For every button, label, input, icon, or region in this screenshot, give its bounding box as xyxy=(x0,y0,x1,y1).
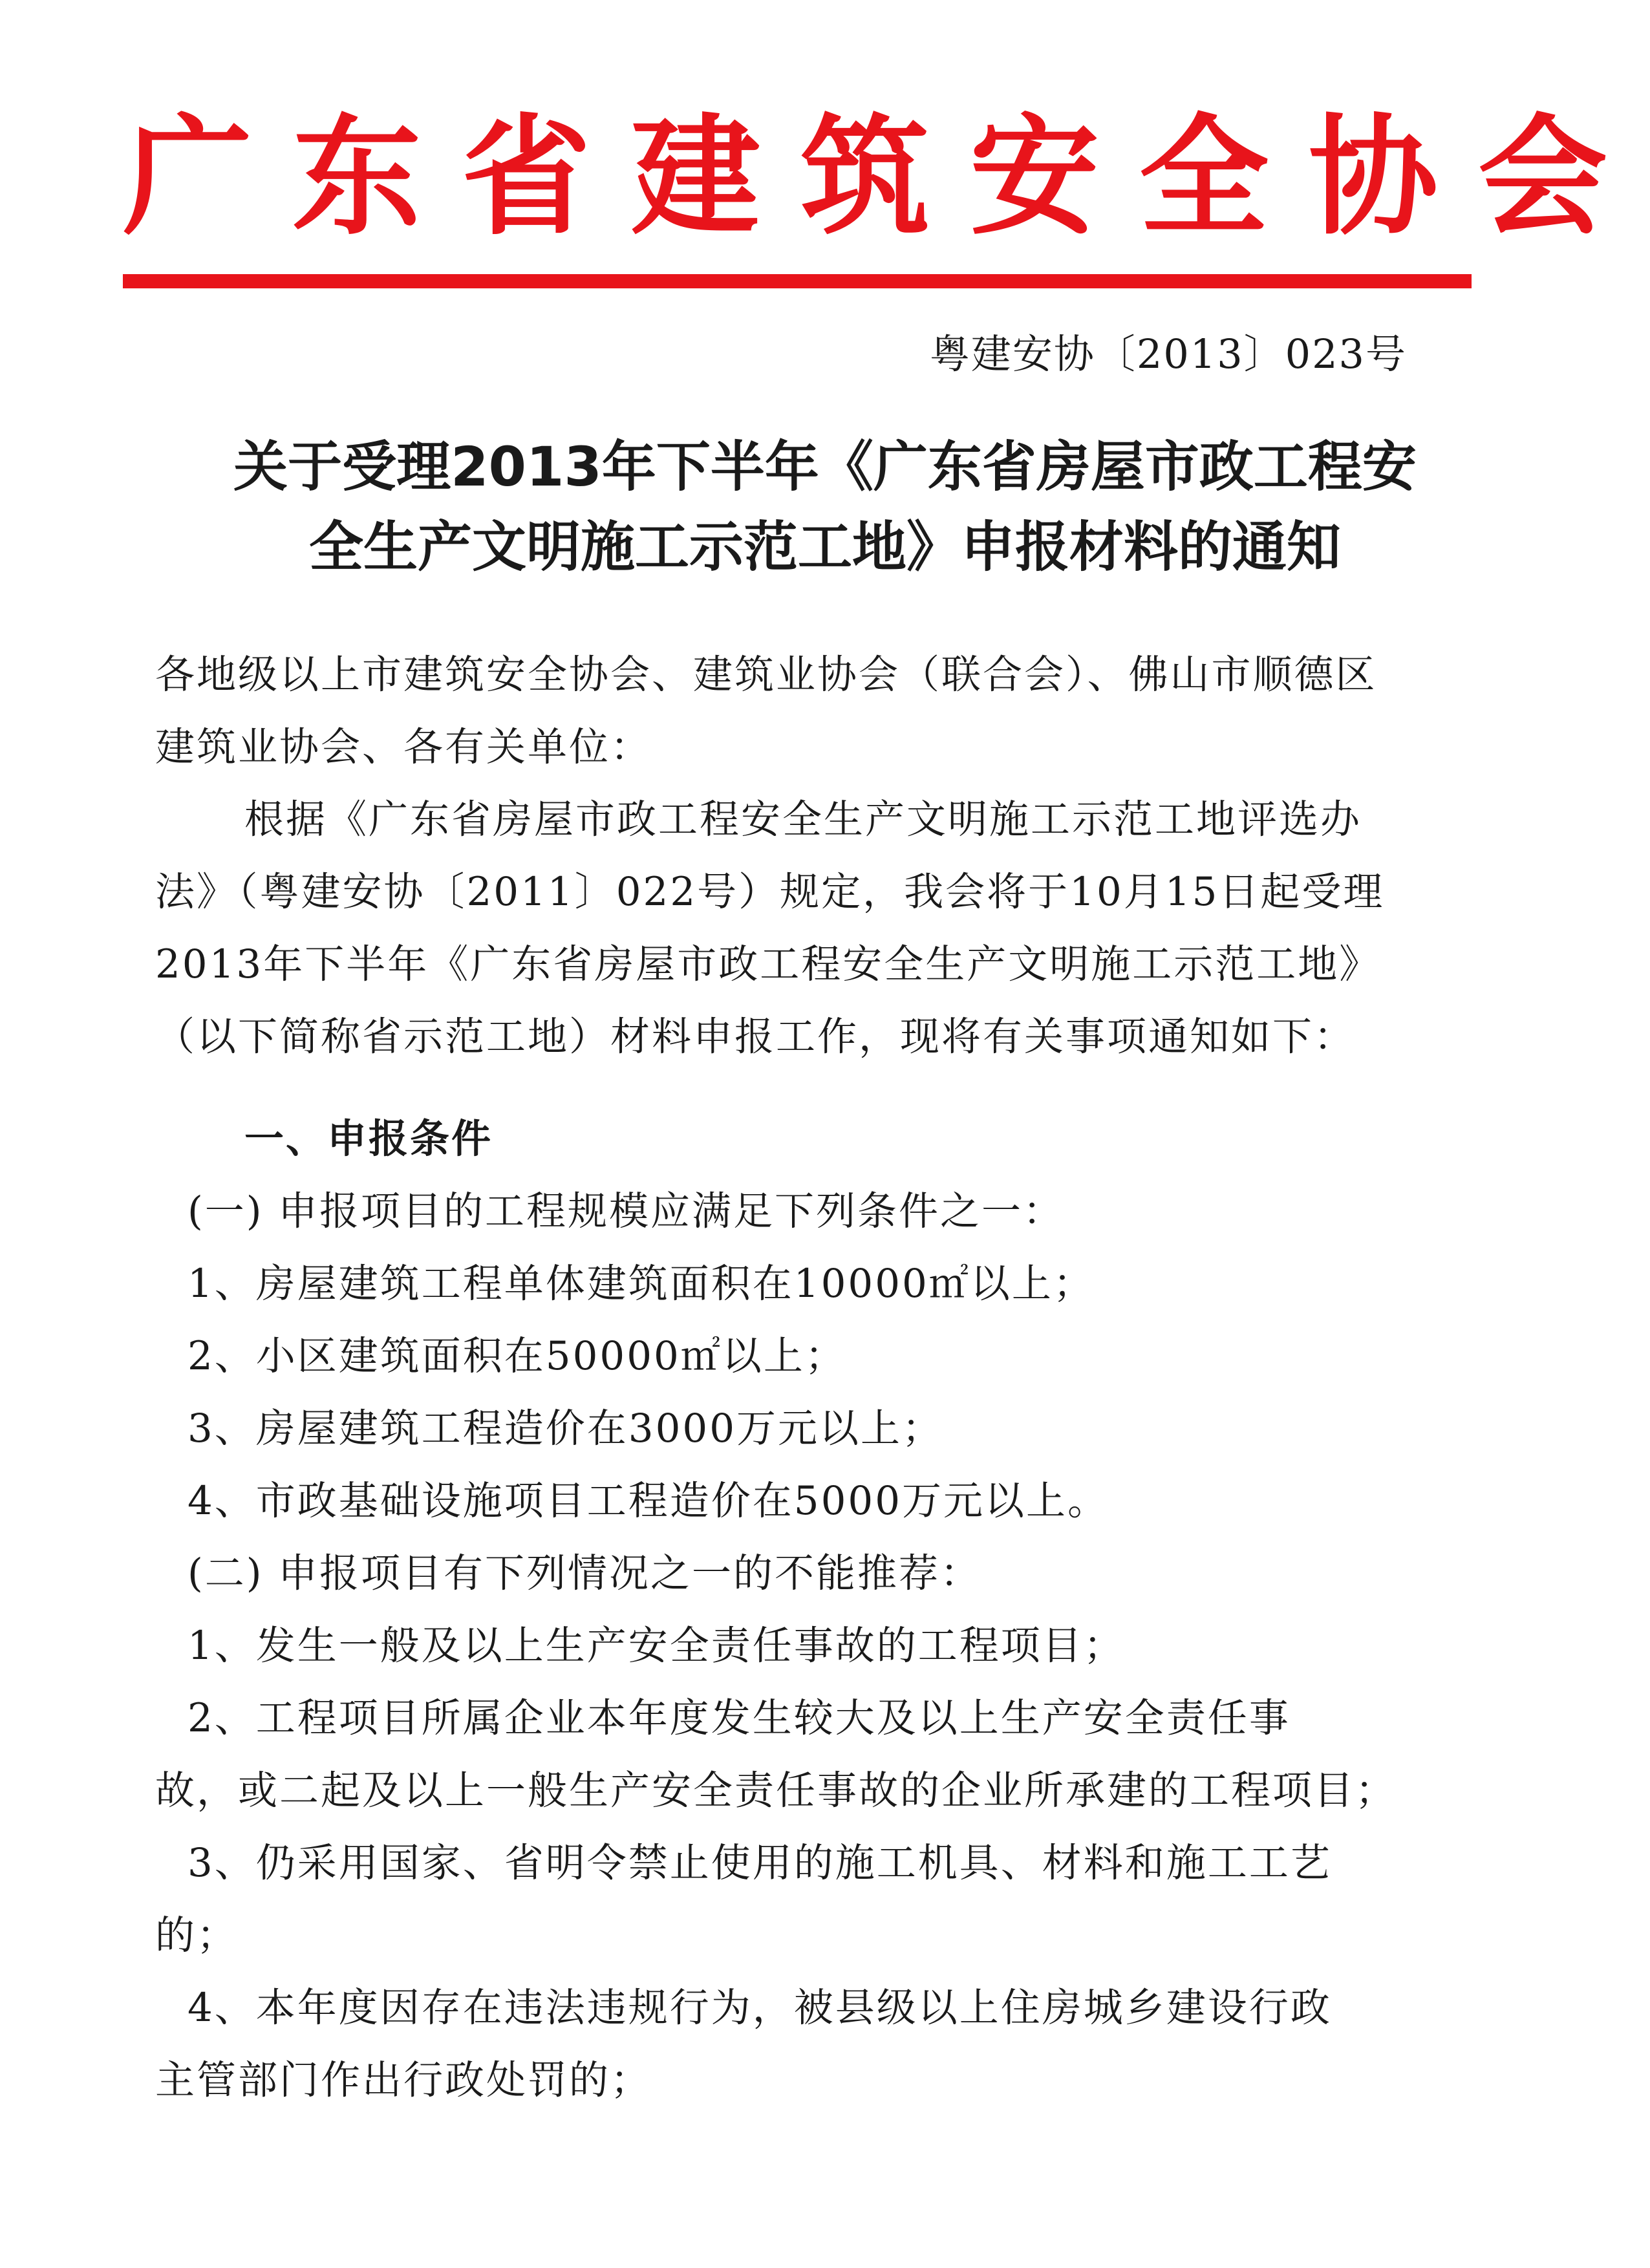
document-title-line-2: 全生产文明施工示范工地》申报材料的通知 xyxy=(308,515,1341,579)
intro-line-2: 法》（粤建安协〔2011〕022号）规定，我会将于10月15日起受理 xyxy=(155,869,1385,915)
document-number: 粤建安协〔2013〕023号 xyxy=(929,330,1407,378)
list-item: 4、本年度因存在违法违规行为，被县级以上住房城乡建设行政 xyxy=(188,1985,1332,2031)
list-item-continuation: 的； xyxy=(155,1912,239,1958)
document-title xyxy=(97,427,1553,587)
intro-line-1: 根据《广东省房屋市政工程安全生产文明施工示范工地评选办 xyxy=(244,797,1362,842)
subsection-2-heading: (二) 申报项目有下列情况之一的不能推荐： xyxy=(188,1550,981,1596)
list-item-continuation: 故，或二起及以上一般生产安全责任事故的企业所承建的工程项目； xyxy=(155,1768,1397,1813)
addressee-line-1: 各地级以上市建筑安全协会、建筑业协会（联合会）、佛山市顺德区 xyxy=(155,652,1377,698)
list-item: 4、市政基础设施项目工程造价在5000万元以上。 xyxy=(188,1478,1109,1524)
intro-line-3: 2013年下半年《广东省房屋市政工程安全生产文明施工示范工地》 xyxy=(155,941,1381,987)
document-title-line-1: 关于受理2013年下半年《广东省房屋市政工程安 xyxy=(233,435,1417,498)
list-item: 1、房屋建筑工程单体建筑面积在10000㎡以上； xyxy=(188,1261,1095,1307)
list-item: 1、发生一般及以上生产安全责任事故的工程项目； xyxy=(188,1623,1125,1669)
document-body xyxy=(155,639,1448,2117)
section-heading-conditions: 一、申报条件 xyxy=(244,1116,493,1162)
list-item: 2、工程项目所属企业本年度发生较大及以上生产安全责任事 xyxy=(188,1695,1291,1741)
list-item: 3、仍采用国家、省明令禁止使用的施工机具、材料和施工工艺 xyxy=(188,1840,1332,1886)
list-item-continuation: 主管部门作出行政处罚的； xyxy=(155,2057,652,2103)
addressee-line-2: 建筑业协会、各有关单位： xyxy=(155,724,652,770)
subsection-1-heading: (一) 申报项目的工程规模应满足下列条件之一： xyxy=(188,1188,1064,1234)
intro-line-4: （以下简称省示范工地）材料申报工作，现将有关事项通知如下： xyxy=(155,1014,1356,1060)
list-item: 3、房屋建筑工程造价在3000万元以上； xyxy=(188,1406,944,1451)
masthead-org-name: 广东省建筑安全协会 xyxy=(123,102,1648,253)
list-item: 2、小区建筑面积在50000㎡以上； xyxy=(188,1333,846,1379)
masthead-red-rule xyxy=(123,274,1472,288)
